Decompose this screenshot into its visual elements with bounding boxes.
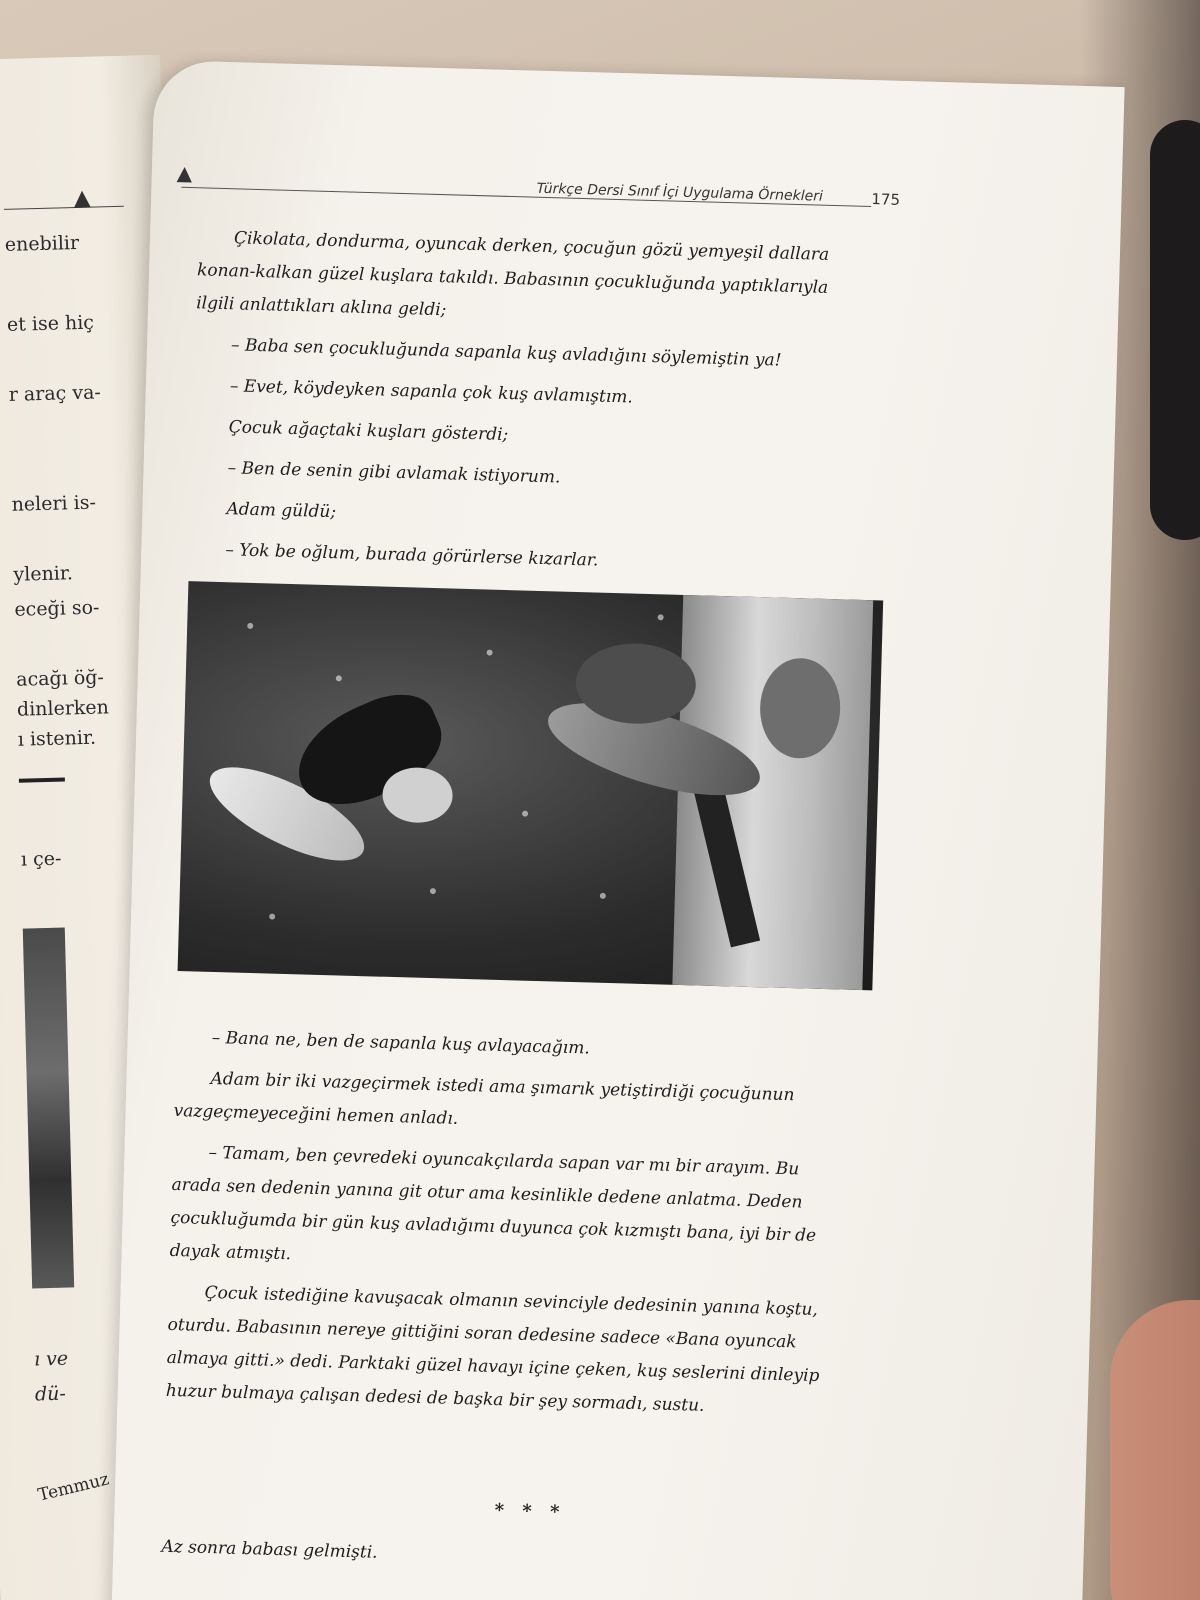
paragraph: Çocuk istediğine kavuşacak olmanın sevinciyle dedesinin yanına koştu, oturdu. Babasının nereye gittiğini soran dedesine sadece «Bana oyuncak almaya gitti.» dedi. Parktaki güzel havayı içine çeken, kuş seslerini dinleyip huzur bulmaya çalışan dedesi de başka bir şey sormadı, sustu. xyxy=(165,1282,820,1416)
left-fragment: ı çe- xyxy=(20,847,62,871)
left-fragment: neleri is- xyxy=(11,491,97,516)
left-fragment: et ise hiç xyxy=(6,311,95,336)
dialog-line: – Evet, köydeyken sapanla çok kuş avlamıştım. xyxy=(229,376,634,408)
paragraph: Çikolata, dondurma, oyuncak derken, çocuğun gözü yemyeşil dallara konan-kalkan güzel kuşlara takıldı. Babasının çocukluğunda yaptıklarıyla ilgili anlattıkları aklına geldi; xyxy=(195,228,830,321)
left-fragment: enebilir xyxy=(4,231,80,256)
text-block-top xyxy=(189,221,868,585)
snowflake xyxy=(247,623,253,629)
snowflake xyxy=(336,675,342,681)
left-fragment: acağı öğ- xyxy=(15,666,105,691)
running-header-title: Türkçe Dersi Sınıf İçi Uygulama Örnekleri xyxy=(536,180,824,205)
paragraph: Adam bir iki vazgeçirmek istedi ama şımarık yetiştirdiği çocuğunun vazgeçmeyeceğini hemen anladı. xyxy=(173,1068,795,1129)
left-publisher-logo-icon: ▲ xyxy=(73,184,91,212)
dialog-line: – Ben de senin gibi avlamak istiyorum. xyxy=(227,458,561,488)
text-block-last xyxy=(161,1531,832,1583)
left-fragment: ylenir. xyxy=(13,562,74,586)
left-fragment: dü- xyxy=(34,1382,67,1406)
snowflake xyxy=(600,893,606,899)
snowflake xyxy=(487,649,493,655)
snowflake xyxy=(269,914,275,920)
holding-thumb xyxy=(1110,1300,1200,1600)
dialog-line: – Yok be oğlum, burada görürlerse kızarlar. xyxy=(225,540,599,571)
paragraph: Çocuk ağaçtaki kuşları gösterdi; xyxy=(228,417,509,446)
snowflake xyxy=(522,811,528,817)
section-separator: * * * xyxy=(494,1500,566,1524)
left-fragment: ı ve xyxy=(33,1347,69,1371)
left-header-rule xyxy=(4,206,124,210)
left-footer-month: Temmuz xyxy=(36,1469,111,1506)
snowflake xyxy=(430,888,436,894)
left-section-rule xyxy=(19,778,65,783)
page-number: 175 xyxy=(871,190,901,209)
left-fragment: eceği so- xyxy=(14,596,100,621)
paragraph: Adam güldü; xyxy=(226,499,337,523)
right-page xyxy=(110,60,1124,1600)
dialog-line: – Tamam, ben çevredeki oyuncakçılarda sapan var mı bir arayım. Bu arada sen dedenin yanına git otur ama kesinlikle dedene anlatma. Deden çocukluğumda bir gün kuş avladığımı duyunca çok kızmıştı bana, iyi bir de dayak atmıştı. xyxy=(169,1142,817,1265)
publisher-logo-icon: ▲ xyxy=(176,160,193,186)
left-fragment: r araç va- xyxy=(8,381,102,406)
paragraph: Az sonra babası gelmişti. xyxy=(161,1536,378,1563)
left-fragment: dinlerken xyxy=(16,696,110,721)
left-bird-belly xyxy=(382,767,454,824)
dialog-line: – Bana ne, ben de sapanla kuş avlayacağım. xyxy=(211,1027,591,1059)
left-fragment: ı istenir. xyxy=(17,726,97,751)
dialog-line: – Baba sen çocukluğunda sapanla kuş avladığını söylemiştin ya! xyxy=(230,335,782,371)
birds-photo xyxy=(178,581,884,990)
dark-object xyxy=(1150,120,1200,540)
left-photo-edge xyxy=(23,928,74,1289)
text-block-bottom xyxy=(165,1021,846,1427)
snowflake xyxy=(658,614,664,620)
